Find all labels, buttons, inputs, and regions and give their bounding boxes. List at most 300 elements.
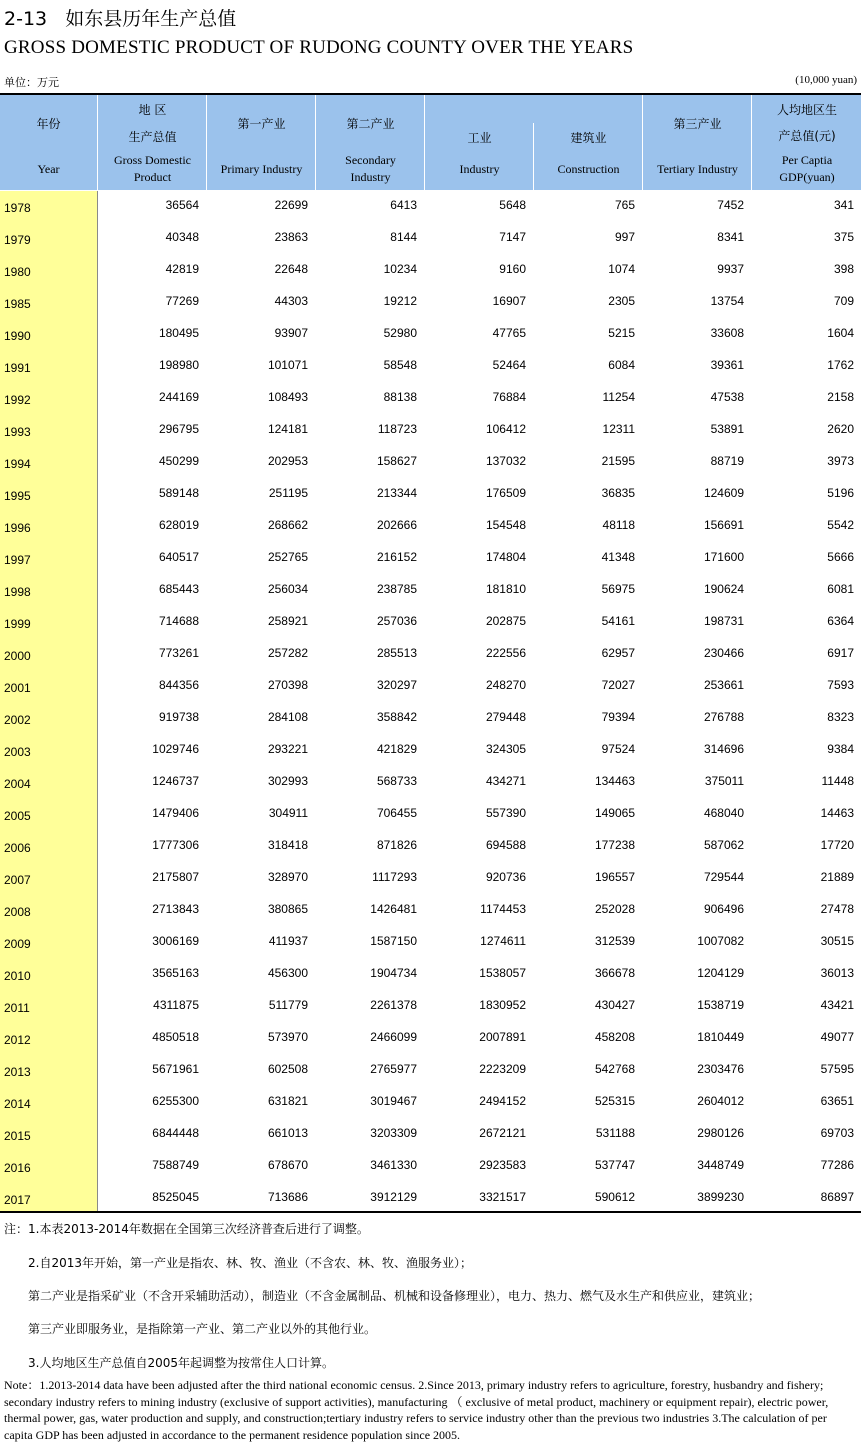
value-cell: 72027	[601, 678, 635, 692]
year-cell: 2015	[4, 1129, 31, 1143]
table-row	[0, 606, 861, 638]
header-year-cn: 年份	[36, 117, 61, 131]
header-primary	[206, 95, 316, 191]
value-cell: 6364	[827, 614, 854, 628]
table-row	[0, 1118, 861, 1150]
year-cell: 2000	[4, 649, 31, 663]
value-cell: 1587150	[370, 934, 417, 948]
header-percap-en-1: Per Captia	[781, 153, 833, 167]
value-cell: 537747	[594, 1158, 635, 1172]
value-cell: 238785	[376, 582, 417, 596]
value-cell: 284108	[267, 710, 308, 724]
value-cell: 177238	[594, 838, 635, 852]
value-cell: 661013	[267, 1126, 308, 1140]
value-cell: 108493	[267, 390, 308, 404]
value-cell: 16907	[492, 294, 526, 308]
value-cell: 196557	[594, 870, 635, 884]
value-cell: 11254	[602, 390, 635, 404]
header-percap-cn-1: 人均地区生	[776, 103, 837, 117]
value-cell: 118723	[377, 422, 417, 436]
header-industry	[424, 123, 534, 191]
value-cell: 628019	[158, 518, 199, 532]
table-row	[0, 382, 861, 414]
table-row	[0, 1086, 861, 1118]
value-cell: 256034	[267, 582, 308, 596]
value-cell: 52980	[383, 326, 417, 340]
value-cell: 10234	[383, 262, 417, 276]
value-cell: 341	[833, 198, 854, 212]
header-construction-cn: 建筑业	[570, 131, 607, 145]
value-cell: 39361	[710, 358, 744, 372]
value-cell: 258921	[267, 614, 308, 628]
value-cell: 3461330	[370, 1158, 417, 1172]
year-cell: 2003	[4, 745, 31, 759]
value-cell: 6917	[827, 646, 854, 660]
value-cell: 2223209	[479, 1062, 526, 1076]
value-cell: 3912129	[370, 1190, 417, 1204]
page-title-en: GROSS DOMESTIC PRODUCT OF RUDONG COUNTY OVER THE YEARS	[4, 37, 634, 58]
value-cell: 58548	[383, 358, 417, 372]
value-cell: 44303	[274, 294, 308, 308]
table-row	[0, 254, 861, 286]
table-row	[0, 862, 861, 894]
value-cell: 213344	[376, 486, 417, 500]
value-cell: 1204129	[697, 966, 744, 980]
unit-label-en: (10,000 yuan)	[795, 74, 857, 86]
header-secondary	[315, 95, 425, 191]
header-tertiary-en: Tertiary Industry	[657, 162, 738, 176]
value-cell: 587062	[703, 838, 744, 852]
value-cell: 1830952	[479, 998, 526, 1012]
value-cell: 3448749	[697, 1158, 744, 1172]
table-row	[0, 350, 861, 382]
value-cell: 6844448	[152, 1126, 199, 1140]
header-primary-en: Primary Industry	[220, 162, 303, 176]
value-cell: 557390	[485, 806, 526, 820]
value-cell: 190624	[703, 582, 744, 596]
value-cell: 88138	[383, 390, 417, 404]
value-cell: 7147	[499, 230, 526, 244]
value-cell: 47765	[492, 326, 526, 340]
value-cell: 198731	[703, 614, 744, 628]
table-row	[0, 286, 861, 318]
year-cell: 2017	[4, 1193, 31, 1207]
value-cell: 844356	[158, 678, 199, 692]
value-cell: 765	[614, 198, 635, 212]
value-cell: 5196	[827, 486, 854, 500]
value-cell: 328970	[267, 870, 308, 884]
value-cell: 6413	[390, 198, 417, 212]
value-cell: 176509	[485, 486, 526, 500]
table-row	[0, 478, 861, 510]
header-year	[0, 95, 97, 191]
value-cell: 6255300	[152, 1094, 199, 1108]
value-cell: 124181	[267, 422, 308, 436]
header-gdp	[97, 95, 207, 191]
value-cell: 318418	[267, 838, 308, 852]
value-cell: 76884	[492, 390, 526, 404]
header-construction-en: Construction	[557, 162, 620, 176]
value-cell: 137032	[485, 454, 526, 468]
value-cell: 276788	[703, 710, 744, 724]
value-cell: 302993	[267, 774, 308, 788]
value-cell: 430427	[594, 998, 635, 1012]
note-cn-2: 2.自2013年开始，第一产业是指农、林、牧、渔业（不含农、林、牧、渔服务业）；	[28, 1256, 472, 1270]
value-cell: 1604	[827, 326, 854, 340]
value-cell: 602508	[267, 1062, 308, 1076]
table-row	[0, 318, 861, 350]
table-number: 2-13	[4, 8, 48, 30]
value-cell: 257282	[267, 646, 308, 660]
value-cell: 19212	[383, 294, 417, 308]
value-cell: 244169	[158, 390, 199, 404]
value-cell: 202666	[376, 518, 417, 532]
value-cell: 2620	[827, 422, 854, 436]
year-cell: 1998	[4, 585, 31, 599]
value-cell: 149065	[594, 806, 635, 820]
value-cell: 49077	[820, 1030, 854, 1044]
value-cell: 1762	[827, 358, 854, 372]
table-row	[0, 190, 861, 222]
value-cell: 252765	[267, 550, 308, 564]
value-cell: 43421	[820, 998, 854, 1012]
header-gdp-en-1: Gross Domestic	[114, 153, 191, 167]
value-cell: 7452	[717, 198, 744, 212]
header-secondary-en-1: Secondary	[345, 153, 396, 167]
value-cell: 685443	[158, 582, 199, 596]
table-row	[0, 1150, 861, 1182]
value-cell: 997	[614, 230, 635, 244]
value-cell: 86897	[820, 1190, 854, 1204]
value-cell: 9160	[499, 262, 526, 276]
value-cell: 631821	[267, 1094, 308, 1108]
year-cell: 1997	[4, 553, 31, 567]
value-cell: 69703	[820, 1126, 854, 1140]
value-cell: 3899230	[697, 1190, 744, 1204]
value-cell: 101071	[267, 358, 308, 372]
table-row	[0, 958, 861, 990]
table-row	[0, 414, 861, 446]
value-cell: 2604012	[697, 1094, 744, 1108]
value-cell: 713686	[267, 1190, 308, 1204]
value-cell: 268662	[267, 518, 308, 532]
value-cell: 1426481	[370, 902, 417, 916]
header-construction	[533, 123, 643, 191]
value-cell: 2765977	[370, 1062, 417, 1076]
year-cell: 2008	[4, 905, 31, 919]
table-row	[0, 222, 861, 254]
value-cell: 270398	[267, 678, 308, 692]
table-row	[0, 798, 861, 830]
table-row	[0, 766, 861, 798]
value-cell: 248270	[485, 678, 526, 692]
value-cell: 314696	[703, 742, 744, 756]
year-cell: 1979	[4, 233, 31, 247]
value-cell: 22648	[274, 262, 308, 276]
value-cell: 9384	[827, 742, 854, 756]
header-secondary-span	[424, 95, 643, 124]
value-cell: 375	[833, 230, 854, 244]
value-cell: 1274611	[480, 934, 526, 948]
value-cell: 434271	[485, 774, 526, 788]
value-cell: 320297	[376, 678, 417, 692]
value-cell: 589148	[158, 486, 199, 500]
value-cell: 906496	[703, 902, 744, 916]
value-cell: 47538	[710, 390, 744, 404]
value-cell: 22699	[274, 198, 308, 212]
value-cell: 23863	[274, 230, 308, 244]
header-per-capita	[751, 95, 861, 191]
value-cell: 30515	[820, 934, 854, 948]
note-cn-5: 3.人均地区生产总值自2005年起调整为按常住人口计算。	[28, 1356, 334, 1370]
table-row	[0, 1054, 861, 1086]
value-cell: 180495	[158, 326, 199, 340]
value-cell: 17720	[820, 838, 854, 852]
year-cell: 2006	[4, 841, 31, 855]
year-cell: 1980	[4, 265, 31, 279]
value-cell: 871826	[376, 838, 417, 852]
value-cell: 375011	[704, 774, 744, 788]
value-cell: 5648	[499, 198, 526, 212]
table-bottom-rule	[0, 1211, 861, 1213]
value-cell: 4311875	[153, 998, 199, 1012]
year-cell: 2013	[4, 1065, 31, 1079]
value-cell: 2466099	[370, 1030, 417, 1044]
year-cell: 2005	[4, 809, 31, 823]
value-cell: 2305	[608, 294, 635, 308]
value-cell: 27478	[820, 902, 854, 916]
table-row	[0, 734, 861, 766]
value-cell: 222556	[485, 646, 526, 660]
value-cell: 358842	[376, 710, 417, 724]
value-cell: 3203309	[370, 1126, 417, 1140]
value-cell: 33608	[710, 326, 744, 340]
value-cell: 77286	[820, 1158, 854, 1172]
value-cell: 79394	[601, 710, 635, 724]
value-cell: 398	[833, 262, 854, 276]
value-cell: 511779	[268, 998, 308, 1012]
title-chinese: 如东县历年生产总值	[65, 8, 237, 30]
value-cell: 920736	[485, 870, 526, 884]
value-cell: 324305	[485, 742, 526, 756]
year-cell: 2002	[4, 713, 31, 727]
year-cell: 2010	[4, 969, 31, 983]
value-cell: 421829	[376, 742, 417, 756]
value-cell: 380865	[267, 902, 308, 916]
value-cell: 124609	[703, 486, 744, 500]
value-cell: 13754	[710, 294, 744, 308]
value-cell: 88719	[710, 454, 744, 468]
value-cell: 773261	[158, 646, 199, 660]
value-cell: 156691	[703, 518, 744, 532]
value-cell: 729544	[703, 870, 744, 884]
value-cell: 3973	[827, 454, 854, 468]
value-cell: 5542	[827, 518, 854, 532]
table-row	[0, 926, 861, 958]
note-cn-4: 第三产业即服务业，是指除第一产业、第二产业以外的其他行业。	[28, 1322, 377, 1336]
value-cell: 525315	[594, 1094, 635, 1108]
value-cell: 8323	[827, 710, 854, 724]
value-cell: 36013	[820, 966, 854, 980]
value-cell: 2158	[827, 390, 854, 404]
year-cell: 2016	[4, 1161, 31, 1175]
value-cell: 77269	[165, 294, 199, 308]
value-cell: 706455	[376, 806, 417, 820]
value-cell: 2261378	[370, 998, 417, 1012]
value-cell: 93907	[274, 326, 308, 340]
table-row	[0, 702, 861, 734]
header-percap-en-2: GDP(yuan)	[779, 170, 835, 184]
value-cell: 919738	[158, 710, 199, 724]
value-cell: 590612	[594, 1190, 635, 1204]
value-cell: 36564	[165, 198, 199, 212]
value-cell: 1777306	[152, 838, 199, 852]
value-cell: 48118	[602, 518, 635, 532]
value-cell: 1246737	[152, 774, 199, 788]
table-row	[0, 510, 861, 542]
value-cell: 1029746	[152, 742, 199, 756]
value-cell: 2980126	[697, 1126, 744, 1140]
table-row	[0, 542, 861, 574]
value-cell: 36835	[601, 486, 635, 500]
year-cell: 1991	[4, 361, 31, 375]
value-cell: 366678	[594, 966, 635, 980]
value-cell: 312539	[594, 934, 635, 948]
value-cell: 4850518	[152, 1030, 199, 1044]
value-cell: 279448	[485, 710, 526, 724]
table-row	[0, 990, 861, 1022]
value-cell: 5671961	[152, 1062, 199, 1076]
value-cell: 42819	[165, 262, 199, 276]
value-cell: 40348	[165, 230, 199, 244]
value-cell: 21889	[820, 870, 854, 884]
gdp-data-table	[0, 190, 861, 1214]
value-cell: 293221	[267, 742, 308, 756]
value-cell: 1074	[608, 262, 635, 276]
header-secondary-en-2: Industry	[350, 170, 391, 184]
header-tertiary-cn: 第三产业	[673, 117, 722, 131]
value-cell: 5215	[608, 326, 635, 340]
value-cell: 1479406	[152, 806, 199, 820]
note-cn-1: 注：1.本表2013-2014年数据在全国第三次经济普查后进行了调整。	[4, 1222, 369, 1236]
header-secondary-cn: 第二产业	[346, 117, 395, 131]
value-cell: 7588749	[152, 1158, 199, 1172]
value-cell: 14463	[820, 806, 854, 820]
value-cell: 158627	[376, 454, 417, 468]
value-cell: 56975	[601, 582, 635, 596]
year-cell: 1978	[4, 201, 31, 215]
value-cell: 678670	[267, 1158, 308, 1172]
value-cell: 1904734	[370, 966, 417, 980]
value-cell: 6081	[827, 582, 854, 596]
value-cell: 285513	[376, 646, 417, 660]
year-cell: 2014	[4, 1097, 31, 1111]
value-cell: 230466	[703, 646, 744, 660]
value-cell: 251195	[268, 486, 308, 500]
header-gdp-cn-2: 生产总值	[128, 130, 177, 144]
header-industry-en: Industry	[459, 162, 500, 176]
value-cell: 41348	[601, 550, 635, 564]
value-cell: 198980	[158, 358, 199, 372]
table-row	[0, 670, 861, 702]
year-cell: 1995	[4, 489, 31, 503]
value-cell: 1174453	[480, 902, 526, 916]
value-cell: 257036	[376, 614, 417, 628]
header-industry-cn: 工业	[467, 131, 492, 145]
value-cell: 2923583	[479, 1158, 526, 1172]
header-tertiary	[642, 95, 752, 191]
year-cell: 1999	[4, 617, 31, 631]
value-cell: 2494152	[479, 1094, 526, 1108]
value-cell: 2672121	[479, 1126, 526, 1140]
year-cell: 1996	[4, 521, 31, 535]
value-cell: 3019467	[370, 1094, 417, 1108]
year-cell: 2012	[4, 1033, 31, 1047]
value-cell: 1117293	[372, 870, 417, 884]
value-cell: 63651	[820, 1094, 854, 1108]
value-cell: 3565163	[152, 966, 199, 980]
value-cell: 531188	[595, 1126, 635, 1140]
value-cell: 8341	[717, 230, 744, 244]
value-cell: 171600	[703, 550, 744, 564]
unit-label-cn: 单位：万元	[4, 76, 59, 89]
year-cell: 2007	[4, 873, 31, 887]
value-cell: 62957	[601, 646, 635, 660]
header-gdp-en-2: Product	[133, 170, 172, 184]
value-cell: 253661	[703, 678, 744, 692]
value-cell: 1810449	[697, 1030, 744, 1044]
value-cell: 106412	[485, 422, 526, 436]
value-cell: 174804	[485, 550, 526, 564]
table-row	[0, 894, 861, 926]
value-cell: 57595	[820, 1062, 854, 1076]
value-cell: 52464	[492, 358, 526, 372]
value-cell: 97524	[601, 742, 635, 756]
year-cell: 1990	[4, 329, 31, 343]
value-cell: 573970	[267, 1030, 308, 1044]
table-row	[0, 638, 861, 670]
value-cell: 1007082	[697, 934, 744, 948]
value-cell: 1538719	[697, 998, 744, 1012]
header-year-en: Year	[37, 162, 60, 176]
header-percap-cn-2: 产总值(元)	[778, 129, 836, 143]
value-cell: 6084	[608, 358, 635, 372]
table-row	[0, 446, 861, 478]
value-cell: 714688	[158, 614, 199, 628]
value-cell: 542768	[594, 1062, 635, 1076]
note-cn-3: 第二产业是指采矿业（不含开采辅助活动），制造业（不含金属制品、机械和设备修理业），电力、热力、燃气及水生产和供应业，建筑业；	[28, 1289, 761, 1303]
value-cell: 3006169	[152, 934, 199, 948]
value-cell: 216152	[376, 550, 417, 564]
value-cell: 2303476	[697, 1062, 744, 1076]
value-cell: 709	[833, 294, 854, 308]
year-cell: 1992	[4, 393, 31, 407]
header-gdp-cn-1: 地 区	[138, 103, 167, 117]
value-cell: 3321517	[479, 1190, 526, 1204]
value-cell: 2007891	[479, 1030, 526, 1044]
value-cell: 53891	[710, 422, 744, 436]
value-cell: 21595	[601, 454, 635, 468]
year-cell: 1993	[4, 425, 31, 439]
value-cell: 202953	[267, 454, 308, 468]
value-cell: 5666	[827, 550, 854, 564]
value-cell: 2713843	[152, 902, 199, 916]
page-title-cn	[4, 4, 236, 31]
year-cell: 2009	[4, 937, 31, 951]
value-cell: 568733	[376, 774, 417, 788]
table-row	[0, 574, 861, 606]
value-cell: 12311	[602, 422, 635, 436]
